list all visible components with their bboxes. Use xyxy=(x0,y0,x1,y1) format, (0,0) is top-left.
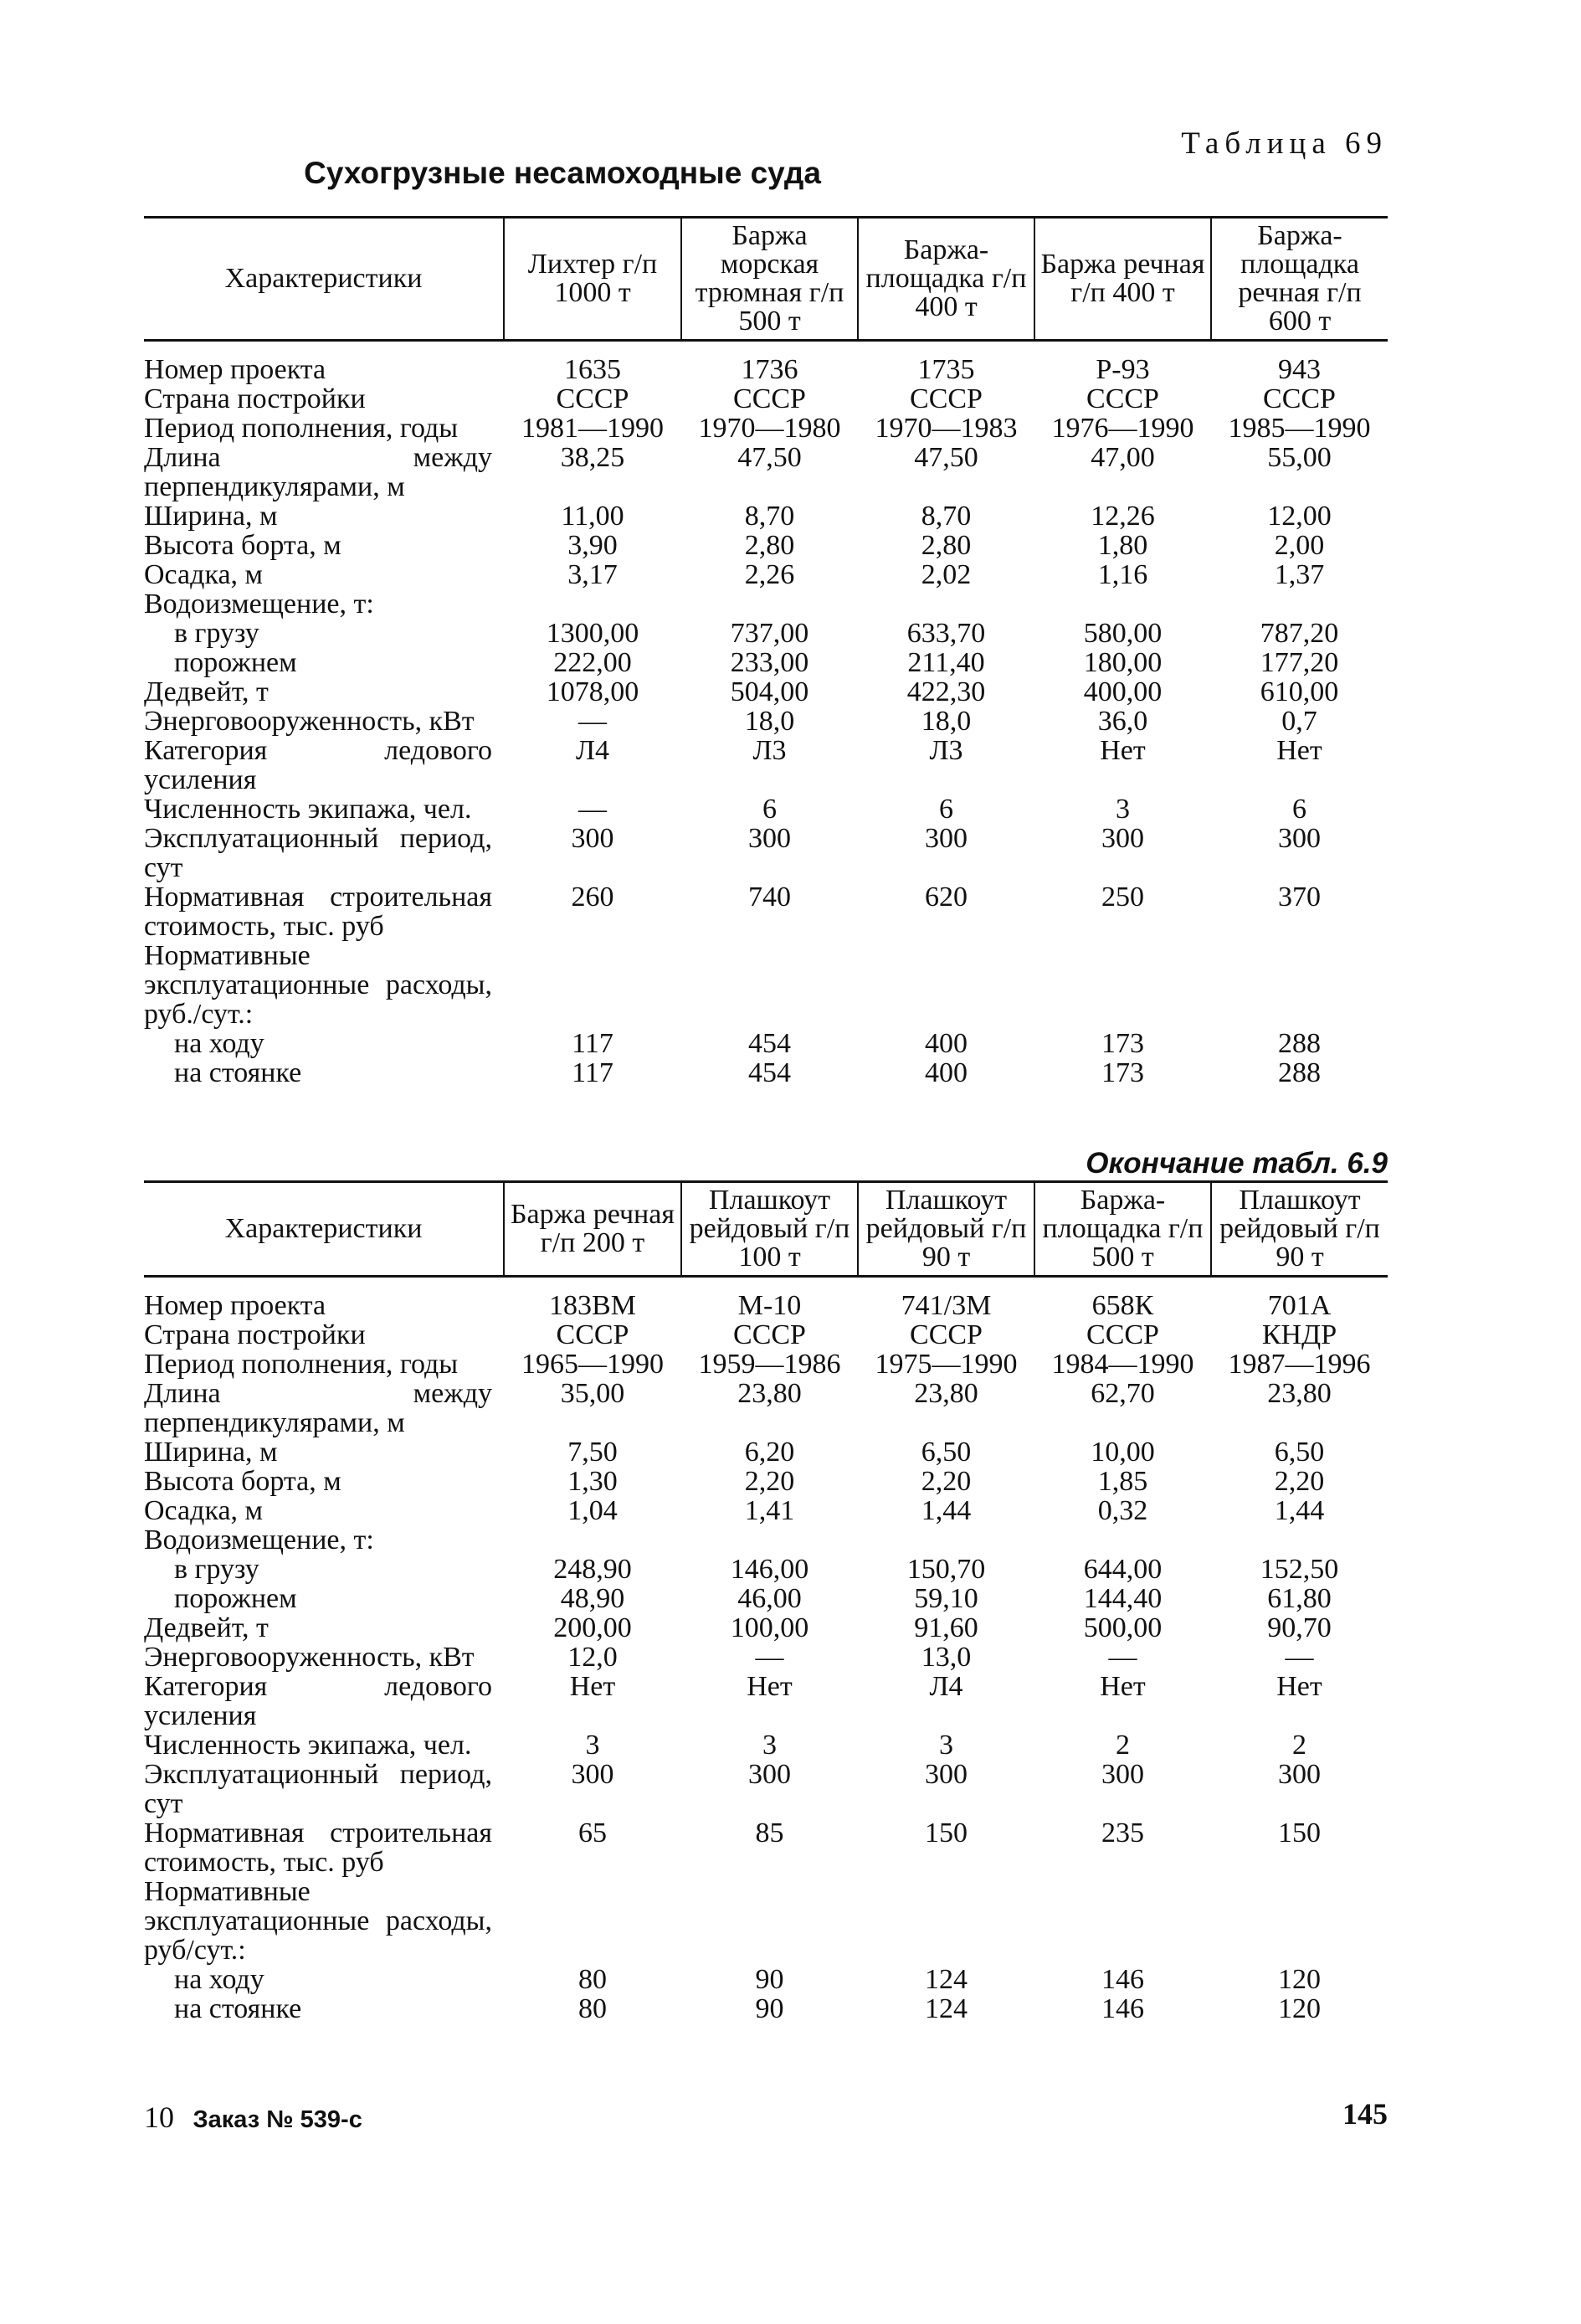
table-cell: 146 xyxy=(1101,1993,1144,2024)
row-label: на стоянке xyxy=(174,1993,302,2024)
row-label: Номер проекта xyxy=(144,354,326,385)
table-cell: 12,0 xyxy=(567,1642,618,1673)
table-row xyxy=(144,1350,1388,1379)
table-cell: 144,40 xyxy=(1083,1583,1163,1614)
table-cell: 500,00 xyxy=(1083,1612,1163,1643)
table-cell: 80 xyxy=(578,1993,607,2024)
table-cell: 1736 xyxy=(741,354,798,385)
table-cell xyxy=(858,941,1034,1029)
table-cell: 146,00 xyxy=(730,1554,809,1585)
table-cell xyxy=(681,1877,858,1965)
table-cell: 740 xyxy=(748,882,791,913)
table-row xyxy=(144,414,1388,443)
table-cell: — xyxy=(578,706,607,737)
table-cell: 120 xyxy=(1278,1993,1321,2024)
table-cell: 23,80 xyxy=(737,1378,802,1409)
table-row xyxy=(144,824,1388,882)
table-cell: СССР xyxy=(733,1319,806,1350)
column-header: Плашкоут рейдовый г/п 90 т xyxy=(858,1182,1034,1277)
table-cell: 38,25 xyxy=(560,442,625,473)
table-row xyxy=(144,648,1388,677)
table-cell: 1,16 xyxy=(1097,559,1148,590)
row-label: Дедвейт, т xyxy=(144,676,269,707)
table-row xyxy=(144,794,1388,824)
table-cell xyxy=(504,589,681,619)
row-label: Осадка, м xyxy=(144,559,264,590)
table-row xyxy=(144,560,1388,589)
column-header: Баржа речная г/п 400 т xyxy=(1034,218,1211,341)
table-cell: 6,50 xyxy=(921,1437,972,1468)
table-cell xyxy=(1211,1525,1388,1555)
table-row xyxy=(144,1613,1388,1643)
table-cell: 3,17 xyxy=(567,559,618,590)
table-row xyxy=(144,384,1388,414)
table-cell xyxy=(858,1525,1034,1555)
table-row xyxy=(144,443,1388,501)
table-cell: 3 xyxy=(939,1730,953,1761)
table-cell: 152,50 xyxy=(1260,1554,1339,1585)
table-row xyxy=(144,1029,1388,1058)
table-cell: 59,10 xyxy=(914,1583,978,1614)
table-row xyxy=(144,531,1388,560)
table-cell: 2,80 xyxy=(744,530,795,561)
table-cell: СССР xyxy=(556,1319,629,1350)
table-row xyxy=(144,882,1388,941)
table-row xyxy=(144,1643,1388,1672)
table-row xyxy=(144,677,1388,707)
row-label: Период пополнения, годы xyxy=(144,413,459,444)
table-cell: 180,00 xyxy=(1083,647,1163,678)
table-cell: 620 xyxy=(925,882,968,913)
table-cell: 8,70 xyxy=(744,501,795,532)
table-cell: КНДР xyxy=(1261,1319,1337,1350)
row-label: Высота борта, м xyxy=(144,530,341,561)
table-cell: 18,0 xyxy=(921,706,972,737)
row-label: Водоизмещение, т: xyxy=(144,589,374,620)
row-label: Численность экипажа, чел. xyxy=(144,794,472,825)
table-cell: 300 xyxy=(1278,823,1321,854)
row-label: Энерговооруженность, кВт xyxy=(144,706,475,737)
table-cell: 1,41 xyxy=(744,1495,795,1526)
table-row xyxy=(144,1437,1388,1467)
table-cell: 2 xyxy=(1292,1730,1306,1761)
table-cell: 8,70 xyxy=(921,501,972,532)
table-cell: 1,44 xyxy=(921,1495,972,1526)
table-row xyxy=(144,619,1388,648)
table-cell: 7,50 xyxy=(567,1437,618,1468)
table-cell: Нет xyxy=(1276,1671,1322,1702)
table-cell: 2,26 xyxy=(744,559,795,590)
table-cell: — xyxy=(1285,1642,1314,1673)
table-cell: СССР xyxy=(910,1319,983,1350)
table-cell: 1735 xyxy=(917,354,975,385)
table-cell: 11,00 xyxy=(561,501,624,532)
table-cell xyxy=(858,589,1034,619)
table-cell: СССР xyxy=(733,383,806,414)
table-cell: 12,26 xyxy=(1091,501,1155,532)
table-cell: 300 xyxy=(1101,1759,1144,1790)
table-cell: 1,04 xyxy=(567,1495,618,1526)
table-row xyxy=(144,1877,1388,1965)
table-cell xyxy=(681,1525,858,1555)
table-cell: 633,70 xyxy=(906,618,986,649)
table-cell: — xyxy=(1108,1642,1137,1673)
table-cell: 177,20 xyxy=(1260,647,1339,678)
table-cell: 504,00 xyxy=(730,676,809,707)
table-cell: 35,00 xyxy=(560,1378,625,1409)
table-row xyxy=(144,1818,1388,1877)
table-cell: 90 xyxy=(755,1993,784,2024)
table-cell: 741/3М xyxy=(901,1290,992,1321)
table-cell: 1976—1990 xyxy=(1051,413,1194,444)
table-cell: 610,00 xyxy=(1260,676,1339,707)
column-header: Баржа морская трюмная г/п 500 т xyxy=(681,218,858,341)
table-cell: 124 xyxy=(925,1964,968,1995)
specs-table-main xyxy=(144,216,1388,1087)
table-cell: Нет xyxy=(1276,735,1322,766)
row-label: Эксплуатационный период, сут xyxy=(144,1759,492,1819)
table-cell: 300 xyxy=(748,823,791,854)
specs-table-continued xyxy=(144,1180,1388,2023)
table-cell: Л3 xyxy=(929,735,963,766)
table-cell: 1985—1990 xyxy=(1228,413,1371,444)
table-row xyxy=(144,1555,1388,1584)
row-label: Страна постройки xyxy=(144,383,366,414)
column-header-characteristics: Характеристики xyxy=(144,218,504,341)
table-cell: 1,37 xyxy=(1274,559,1325,590)
column-header: Плашкоут рейдовый г/п 100 т xyxy=(681,1182,858,1277)
row-label: Длина между перпендикулярами, м xyxy=(144,1378,492,1438)
table-cell: 2,20 xyxy=(744,1466,795,1497)
table-row xyxy=(144,1730,1388,1760)
table-cell: 2,20 xyxy=(921,1466,972,1497)
table-cell: 3 xyxy=(762,1730,777,1761)
table-cell: Нет xyxy=(569,1671,616,1702)
table-cell: 2 xyxy=(1116,1730,1130,1761)
row-label: Численность экипажа, чел. xyxy=(144,1730,472,1761)
table-cell: 1965—1990 xyxy=(521,1349,664,1380)
table-cell: 183ВМ xyxy=(549,1290,636,1321)
table-cell: 248,90 xyxy=(553,1554,632,1585)
table-cell: 47,50 xyxy=(737,442,802,473)
table-row xyxy=(144,1672,1388,1730)
table-cell: 454 xyxy=(748,1057,791,1088)
table-cell: 300 xyxy=(571,823,614,854)
table-cell: 10,00 xyxy=(1091,1437,1155,1468)
table-cell xyxy=(1034,1525,1211,1555)
table-cell: Р-93 xyxy=(1096,354,1150,385)
table-cell: 943 xyxy=(1278,354,1321,385)
table-cell: СССР xyxy=(556,383,629,414)
table-cell: 300 xyxy=(1278,1759,1321,1790)
column-header: Баржа-площадка г/п 500 т xyxy=(1034,1182,1211,1277)
table-row xyxy=(144,589,1388,619)
table-cell: 61,80 xyxy=(1267,1583,1332,1614)
table-cell: 1,44 xyxy=(1274,1495,1325,1526)
table-cell: 36,0 xyxy=(1097,706,1148,737)
table-row xyxy=(144,1760,1388,1818)
table-cell: 422,30 xyxy=(906,676,986,707)
table-cell: 1959—1986 xyxy=(698,1349,841,1380)
table-cell: 90,70 xyxy=(1267,1612,1332,1643)
table-cell: 701А xyxy=(1267,1290,1332,1321)
table-row xyxy=(144,1584,1388,1613)
table-cell: 13,0 xyxy=(921,1642,972,1673)
row-label: Ширина, м xyxy=(144,501,278,532)
print-order: Заказ № 539-с xyxy=(192,2106,362,2133)
table-cell: 400 xyxy=(925,1028,968,1059)
table-header-row xyxy=(144,218,1388,341)
column-header: Лихтер г/п 1000 т xyxy=(504,218,681,341)
table-cell: 55,00 xyxy=(1267,442,1332,473)
table-cell: 6 xyxy=(939,794,953,825)
table-row xyxy=(144,1277,1388,1321)
table-cell: СССР xyxy=(1086,383,1159,414)
table-cell: 124 xyxy=(925,1993,968,2024)
table-cell: СССР xyxy=(1086,1319,1159,1350)
column-header: Баржа речная г/п 200 т xyxy=(504,1182,681,1277)
row-label: Водоизмещение, т: xyxy=(144,1524,374,1555)
table-cell xyxy=(1034,941,1211,1029)
table-number-label: Таблица 69 xyxy=(1181,126,1388,161)
table-cell: 288 xyxy=(1278,1028,1321,1059)
table-cell xyxy=(1211,1877,1388,1965)
table-cell: 300 xyxy=(571,1759,614,1790)
table-cell: 200,00 xyxy=(553,1612,632,1643)
table-cell xyxy=(1034,589,1211,619)
table-cell: 1987—1996 xyxy=(1228,1349,1371,1380)
row-label: Ширина, м xyxy=(144,1437,278,1468)
table-cell: 658К xyxy=(1091,1290,1154,1321)
table-row xyxy=(144,1379,1388,1437)
table-cell: 6 xyxy=(1292,794,1306,825)
table-cell: 1,80 xyxy=(1097,530,1148,561)
table-cell: Нет xyxy=(1100,735,1146,766)
row-label: Категория ледового усиления xyxy=(144,735,492,795)
table-cell: 300 xyxy=(1101,823,1144,854)
row-label: Нормативные эксплуатационные расходы, руб./сут.: xyxy=(144,940,492,1030)
table-cell: 100,00 xyxy=(730,1612,809,1643)
table-cell: 288 xyxy=(1278,1057,1321,1088)
row-label: в грузу xyxy=(174,1554,259,1585)
table-cell: Нет xyxy=(1100,1671,1146,1702)
table-cell: 1078,00 xyxy=(546,676,639,707)
table-cell: 300 xyxy=(925,823,968,854)
row-label: Период пополнения, годы xyxy=(144,1349,459,1380)
table-cell: 1984—1990 xyxy=(1051,1349,1194,1380)
table-cell: 233,00 xyxy=(730,647,809,678)
table-cell: 18,0 xyxy=(744,706,795,737)
table-cell: 23,80 xyxy=(914,1378,978,1409)
table-cell: 150,70 xyxy=(906,1554,986,1585)
row-label: Энерговооруженность, кВт xyxy=(144,1642,475,1673)
table-cell: 737,00 xyxy=(730,618,809,649)
table-cell: 260 xyxy=(571,882,614,913)
table-cell xyxy=(504,941,681,1029)
table-header-row xyxy=(144,1182,1388,1277)
table-cell: 150 xyxy=(925,1818,968,1848)
table-cell: 400 xyxy=(925,1057,968,1088)
table-cell xyxy=(681,941,858,1029)
row-label: Эксплуатационный период, сут xyxy=(144,823,492,883)
table-row xyxy=(144,1496,1388,1525)
table-cell: 2,20 xyxy=(1274,1466,1325,1497)
table-cell: 120 xyxy=(1278,1964,1321,1995)
table-row xyxy=(144,501,1388,531)
table-title: Сухогрузные несамоходные суда xyxy=(304,156,821,190)
table-cell: 580,00 xyxy=(1083,618,1163,649)
table-row xyxy=(144,1058,1388,1087)
table-cell: 2,02 xyxy=(921,559,972,590)
column-header: Баржа-площадка речная г/п 600 т xyxy=(1211,218,1388,341)
table-cell: 12,00 xyxy=(1267,501,1332,532)
table-cell: 146 xyxy=(1101,1964,1144,1995)
table-cell: 3 xyxy=(1116,794,1130,825)
table-cell: 173 xyxy=(1101,1028,1144,1059)
page-number: 145 xyxy=(1342,2097,1388,2131)
table-cell: 1300,00 xyxy=(546,618,639,649)
row-label: на ходу xyxy=(174,1964,264,1995)
table-cell xyxy=(1211,589,1388,619)
row-label: Длина между перпендикулярами, м xyxy=(144,442,492,502)
table-cell xyxy=(681,589,858,619)
row-label: в грузу xyxy=(174,618,259,649)
table-cell: 454 xyxy=(748,1028,791,1059)
table-cell: СССР xyxy=(910,383,983,414)
table-cell: М-10 xyxy=(737,1290,802,1321)
row-label: Номер проекта xyxy=(144,1290,326,1321)
table-cell: 222,00 xyxy=(553,647,632,678)
table-cell: 173 xyxy=(1101,1057,1144,1088)
table-cell: 3,90 xyxy=(567,530,618,561)
table-cell: 90 xyxy=(755,1964,784,1995)
table-cell: Л4 xyxy=(575,735,610,766)
table-cell: 65 xyxy=(578,1818,607,1848)
table-cell: 46,00 xyxy=(737,1583,802,1614)
table-cell: 400,00 xyxy=(1083,676,1163,707)
column-header: Плашкоут рейдовый г/п 90 т xyxy=(1211,1182,1388,1277)
column-header: Баржа-площадка г/п 400 т xyxy=(858,218,1034,341)
table-cell: 1970—1983 xyxy=(875,413,1018,444)
page-footer-signature xyxy=(144,2100,362,2135)
table-cell: 117 xyxy=(572,1028,613,1059)
table-cell: 1635 xyxy=(564,354,621,385)
table-row xyxy=(144,736,1388,794)
column-header-characteristics: Характеристики xyxy=(144,1182,504,1277)
row-label: Осадка, м xyxy=(144,1495,264,1526)
row-label: Нормативные эксплуатационные расходы, руб/сут.: xyxy=(144,1876,492,1966)
row-label: на стоянке xyxy=(174,1057,302,1088)
table-cell: СССР xyxy=(1263,383,1336,414)
row-label: порожнем xyxy=(174,1583,297,1614)
table-cell: 644,00 xyxy=(1083,1554,1163,1585)
row-label: на ходу xyxy=(174,1028,264,1059)
table-cell: 1,85 xyxy=(1097,1466,1148,1497)
table-cell xyxy=(504,1877,681,1965)
table-cell: 85 xyxy=(755,1818,784,1848)
table-cell: 0,32 xyxy=(1097,1495,1148,1526)
table-cell: 47,50 xyxy=(914,442,978,473)
table-cell: 1981—1990 xyxy=(521,413,664,444)
table-row xyxy=(144,1525,1388,1555)
table-cell: 1,30 xyxy=(567,1466,618,1497)
table-cell xyxy=(504,1525,681,1555)
table-row xyxy=(144,941,1388,1029)
table-row xyxy=(144,1994,1388,2023)
table-cell: 211,40 xyxy=(907,647,985,678)
row-label: Категория ледового усиления xyxy=(144,1671,492,1731)
table-cell xyxy=(858,1877,1034,1965)
table-cell: 62,70 xyxy=(1091,1378,1155,1409)
table-cell: 6 xyxy=(762,794,777,825)
row-label: порожнем xyxy=(174,647,297,678)
table-cell: 91,60 xyxy=(914,1612,978,1643)
table-cell: — xyxy=(755,1642,784,1673)
table-cell: 787,20 xyxy=(1260,618,1339,649)
table-cell: 6,50 xyxy=(1274,1437,1325,1468)
table-row xyxy=(144,1965,1388,1994)
table-cell: 2,80 xyxy=(921,530,972,561)
row-label: Дедвейт, т xyxy=(144,1612,269,1643)
table-cell xyxy=(1211,941,1388,1029)
table-cell: 1970—1980 xyxy=(698,413,841,444)
row-label: Нормативная строительная стоимость, тыс. руб xyxy=(144,882,492,942)
table-cell: 23,80 xyxy=(1267,1378,1332,1409)
table-cell: 0,7 xyxy=(1281,706,1317,737)
table-row xyxy=(144,341,1388,385)
table-cell: 150 xyxy=(1278,1818,1321,1848)
table-cell: 235 xyxy=(1101,1818,1144,1848)
table-row xyxy=(144,1467,1388,1496)
table-cell: — xyxy=(578,794,607,825)
table-cell: 300 xyxy=(925,1759,968,1790)
table-cell: 48,90 xyxy=(560,1583,625,1614)
table-cell: 6,20 xyxy=(744,1437,795,1468)
table-cell: 2,00 xyxy=(1274,530,1325,561)
table-cell: 3 xyxy=(585,1730,600,1761)
table-cell: 1975—1990 xyxy=(875,1349,1018,1380)
sheet-number: 10 xyxy=(144,2100,174,2134)
row-label: Нормативная строительная стоимость, тыс. руб xyxy=(144,1818,492,1878)
table-cell: 370 xyxy=(1278,882,1321,913)
row-label: Высота борта, м xyxy=(144,1466,341,1497)
table-row xyxy=(144,1320,1388,1350)
table-cell: Нет xyxy=(747,1671,793,1702)
table-cell xyxy=(1034,1877,1211,1965)
continuation-label: Окончание табл. 6.9 xyxy=(1086,1147,1388,1180)
table-cell: 250 xyxy=(1101,882,1144,913)
table-cell: 47,00 xyxy=(1091,442,1155,473)
row-label: Страна постройки xyxy=(144,1319,366,1350)
table-cell: 300 xyxy=(748,1759,791,1790)
table-cell: 80 xyxy=(578,1964,607,1995)
table-cell: Л3 xyxy=(752,735,787,766)
table-cell: 117 xyxy=(572,1057,613,1088)
table-row xyxy=(144,707,1388,736)
table-cell: Л4 xyxy=(929,1671,963,1702)
